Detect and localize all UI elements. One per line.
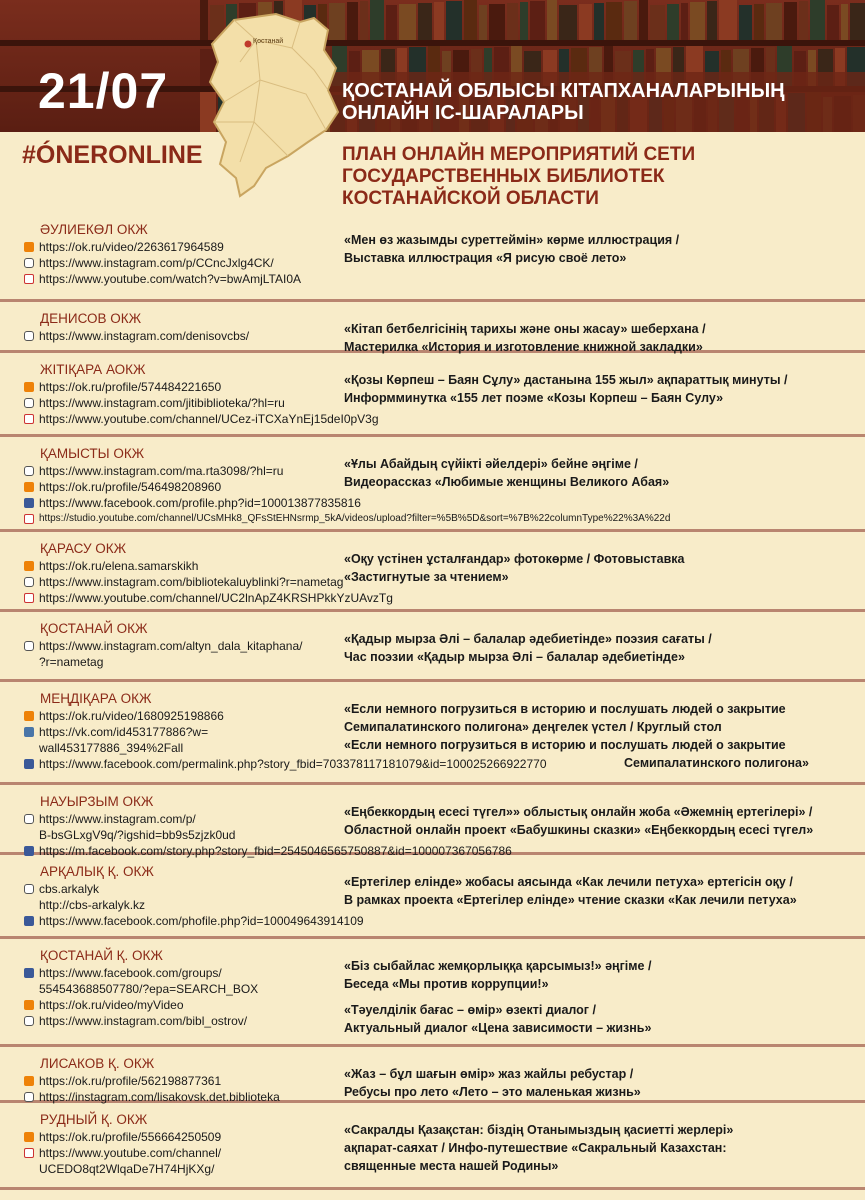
library-name: ҚОСТАНАЙ Қ. ОКЖ (40, 948, 163, 963)
ok-icon (24, 482, 34, 492)
library-name: ӘУЛИЕКӨЛ ОКЖ (40, 222, 148, 237)
instagram-icon (24, 398, 34, 408)
link-url[interactable]: https://m.facebook.com/story.php?story_fbid=2545046565750887&id=100007367056786 (39, 844, 512, 858)
event-line: Выставка иллюстрация «Я рисую своё лето» (344, 251, 627, 265)
book-spine (719, 0, 736, 40)
instagram-icon (24, 577, 34, 587)
link-url[interactable]: B-bsGLxgV9q/?igshid=bb9s5zjzk0ud (39, 828, 236, 842)
book-spine (464, 0, 477, 40)
event-line: Беседа «Мы против коррупции!» (344, 977, 549, 991)
social-link[interactable] (24, 654, 302, 670)
none-icon (24, 743, 34, 753)
event-line: «Застигнутые за чтением» (344, 570, 509, 584)
link-list (24, 881, 364, 929)
event-description (344, 873, 859, 909)
book-spine (810, 0, 825, 40)
ok-icon (24, 382, 34, 392)
book-spine (386, 5, 397, 45)
youtube-icon (24, 1148, 34, 1158)
link-url[interactable]: https://www.instagram.com/ma.rta3098/?hl=ru (39, 464, 284, 478)
book-spine (399, 4, 416, 44)
link-url[interactable]: https://www.facebook.com/profile.php?id=100013877835816 (39, 496, 361, 510)
event-line: Информминутка «155 лет поэме «Козы Корпеш – Баян Сулу» (344, 391, 724, 405)
event-line: Актуальный диалог «Цена зависимости – жизнь» (344, 1021, 652, 1035)
library-name: МЕҢДІҚАРА ОКЖ (40, 691, 152, 706)
library-name: ҚАРАСУ ОКЖ (40, 541, 127, 556)
link-url[interactable]: https://ok.ru/profile/574484221650 (39, 380, 222, 394)
event-description (344, 455, 859, 491)
link-url[interactable]: ?r=nametag (39, 655, 104, 669)
event-line: ақпарат-саяхат / Инфо-путешествие «Сакральный Казахстан: (344, 1141, 727, 1155)
event-line: «Қадыр мырза Әлі – балалар әдебиетінде» поэзия сағаты / (344, 632, 712, 646)
event-line: «Оқу үстінен ұсталғандар» фотокөрме / Фотовыставка (344, 552, 685, 566)
event-description (344, 1121, 859, 1175)
events-list (0, 213, 865, 1190)
event-description (344, 700, 859, 772)
link-list (24, 965, 258, 1029)
link-url[interactable]: https://ok.ru/profile/556664250509 (39, 1130, 222, 1144)
instagram-icon (24, 814, 34, 824)
link-url[interactable]: https://ok.ru/elena.samarskikh (39, 559, 199, 573)
library-name: АРҚАЛЫҚ Қ. ОКЖ (40, 864, 154, 879)
book-spine (606, 2, 622, 42)
library-row (0, 353, 865, 437)
event-description (344, 957, 859, 1037)
instagram-icon (24, 258, 34, 268)
instagram-icon (24, 1016, 34, 1026)
page-title: ПЛАН ОНЛАЙН МЕРОПРИЯТИЙ СЕТИ ГОСУДАРСТВЕННЫХ БИБЛИОТЕК КОСТАНАЙСКОЙ ОБЛАСТИ (342, 144, 696, 209)
event-line: Семипалатинского полигона» деңгелек үстел / Круглый стол (344, 720, 722, 734)
event-line: Час поэзии «Қадыр мырза Әлі – балалар әдебиетінде» (344, 650, 685, 664)
header-banner (0, 0, 865, 132)
social-link[interactable] (24, 511, 670, 527)
social-link[interactable] (24, 965, 258, 981)
hashtag: #ÓNERONLINE (22, 141, 203, 169)
book-spine (360, 1, 368, 41)
link-url[interactable]: https://www.facebook.com/permalink.php?story_fbid=703378117181079&id=100025266922770 (39, 757, 547, 771)
event-line: Видеорассказ «Любимые женщины Великого Абая» (344, 475, 670, 489)
ok-icon (24, 561, 34, 571)
social-link[interactable] (24, 997, 258, 1013)
book-spine (507, 3, 519, 43)
book-spine (579, 4, 593, 44)
social-link[interactable] (24, 981, 258, 997)
book-spine (739, 5, 753, 45)
library-row (0, 785, 865, 858)
event-description (344, 630, 859, 666)
social-link[interactable] (24, 271, 301, 287)
instagram-icon (24, 884, 34, 894)
banner-title: ҚОСТАНАЙ ОБЛЫСЫ КІТАПХАНАЛАРЫНЫҢ ОНЛАЙН ІС-ШАРАЛАРЫ (342, 80, 785, 124)
none-icon (24, 984, 34, 994)
instagram-icon (24, 466, 34, 476)
library-row (0, 682, 865, 785)
link-url[interactable]: http://cbs-arkalyk.kz (39, 898, 146, 912)
link-url[interactable]: https://www.instagram.com/p/CCncJxlg4CK/ (39, 256, 274, 270)
book-spine (766, 3, 782, 43)
link-url[interactable]: https://ok.ru/video/1680925198866 (39, 709, 224, 723)
book-spine (418, 3, 432, 43)
link-url[interactable]: https://www.youtube.com/channel/ (39, 1146, 222, 1160)
social-link[interactable] (24, 1145, 221, 1161)
library-name: ҚАМЫСТЫ ОКЖ (40, 446, 145, 461)
library-row (0, 855, 865, 939)
event-line: Ребусы про лето «Лето – это маленькая жизнь» (344, 1085, 641, 1099)
youtube-icon (24, 414, 34, 424)
none-icon (24, 657, 34, 667)
link-url[interactable]: https://ok.ru/profile/546498208960 (39, 480, 222, 494)
book-spine (827, 5, 839, 45)
link-url[interactable]: https://ok.ru/profile/562198877361 (39, 1074, 222, 1088)
book-spine (667, 4, 679, 44)
book-spine (489, 4, 504, 44)
book-spine (434, 2, 444, 42)
social-link[interactable] (24, 328, 249, 344)
ok-icon (24, 242, 34, 252)
link-list (24, 328, 249, 344)
vk-icon (24, 727, 34, 737)
event-line: Мастерилка «История и изготовление книжной закладки» (344, 340, 703, 354)
link-list (24, 1129, 221, 1177)
link-url[interactable]: wall453177886_394%2Fall (39, 741, 184, 755)
instagram-icon (24, 1092, 34, 1102)
link-url[interactable]: https://instagram.com/lisakovsk.det.biblioteka (39, 1090, 280, 1104)
link-url[interactable]: https://ok.ru/video/2263617964589 (39, 240, 224, 254)
event-description (344, 550, 859, 586)
ok-icon (24, 1132, 34, 1142)
event-line: «Если немного погрузиться в историю и послушать людей о закрытие (344, 738, 786, 752)
link-url[interactable]: https://www.instagram.com/bibl_ostrov/ (39, 1014, 248, 1028)
youtube-icon (24, 514, 34, 524)
social-link[interactable] (24, 881, 364, 897)
region-map-icon (196, 10, 356, 200)
link-url[interactable]: https://www.facebook.com/phofile.php?id=100049643914109 (39, 914, 364, 928)
book-spine (681, 3, 689, 43)
event-line: «Тәуелділік бағас – өмір» өзекті диалог / (344, 1003, 596, 1017)
youtube-icon (24, 274, 34, 284)
link-url[interactable]: cbs.arkalyk (39, 882, 100, 896)
event-description (344, 320, 859, 356)
event-line: «Ертегілер елінде» жобасы аясында «Как лечили петуха» ертегісін оқу / (344, 875, 793, 889)
library-name: ДЕНИСОВ ОКЖ (40, 311, 142, 326)
event-line: «Қозы Көрпеш – Баян Сұлу» дастанына 155 жыл» ақпараттық минуты / (344, 373, 788, 387)
youtube-icon (24, 593, 34, 603)
library-row (0, 437, 865, 532)
library-row (0, 213, 865, 302)
event-line: священные места нашей Родины» (344, 1159, 559, 1173)
link-url[interactable]: https://www.youtube.com/channel/UCez-iTCXaYnEj15deI0pV3g (39, 412, 379, 426)
event-description (344, 803, 859, 839)
link-url[interactable]: https://www.instagram.com/jitibiblioteka/?hl=ru (39, 396, 285, 410)
link-list (24, 558, 393, 606)
none-icon (24, 1164, 34, 1174)
event-line: «Мен өз жазымды суреттеймін» көрме иллюстрация / (344, 233, 680, 247)
library-row (0, 1103, 865, 1190)
event-line: «Кітап бетбелгісінің тарихы және оны жасау» шеберхана / (344, 322, 706, 336)
link-url[interactable]: https://www.youtube.com/watch?v=bwAmjLTAI0A (39, 272, 302, 286)
social-link[interactable] (24, 379, 379, 395)
social-link[interactable] (24, 495, 670, 511)
date-label: 21/07 (38, 63, 169, 119)
library-name: ҚОСТАНАЙ ОКЖ (40, 621, 148, 636)
social-link[interactable] (24, 395, 379, 411)
book-spine (690, 2, 705, 42)
link-url[interactable]: UCEDO8qt2WlqaDe7H74HjKXg/ (39, 1162, 215, 1176)
event-line: «Если немного погрузиться в историю и послушать людей о закрытие (344, 702, 786, 716)
library-name: ЛИСАКОВ Қ. ОКЖ (40, 1056, 155, 1071)
book-spine (707, 1, 718, 41)
facebook-icon (24, 968, 34, 978)
map-city-label: Қостанай (253, 38, 284, 45)
link-url[interactable]: https://vk.com/id453177886?w= (39, 725, 209, 739)
social-link[interactable] (24, 255, 301, 271)
event-description (344, 371, 859, 407)
none-icon (24, 900, 34, 910)
book-spine (841, 4, 849, 44)
ok-icon (24, 1000, 34, 1010)
event-line: «Сакралды Қазақстан: біздің Отанымыздың қасиетті жерлері» (344, 1123, 734, 1137)
social-link[interactable] (24, 411, 379, 427)
link-url[interactable]: https://ok.ru/video/myVideo (39, 998, 184, 1012)
book-spine (754, 4, 764, 44)
social-link[interactable] (24, 558, 393, 574)
facebook-icon (24, 759, 34, 769)
facebook-icon (24, 916, 34, 926)
link-url[interactable]: 554543688507780/?epa=SEARCH_BOX (39, 982, 259, 996)
link-list (24, 239, 301, 287)
book-spine (559, 5, 576, 45)
event-line: «Біз сыбайлас жемқорлыққа қарсымыз!» әңгіме / (344, 959, 652, 973)
social-link[interactable] (24, 574, 393, 590)
link-url[interactable]: https://www.facebook.com/groups/ (39, 966, 222, 980)
social-link[interactable] (24, 590, 393, 606)
event-line: «Еңбеккордың есесі түгел»» облыстық онлайн жоба «Әжемнің ертегілері» / (344, 805, 813, 819)
book-spine (850, 3, 865, 43)
link-url[interactable]: https://www.instagram.com/bibliotekaluyblinki?r=nametag (39, 575, 344, 589)
social-link[interactable] (24, 897, 364, 913)
event-description (344, 1065, 859, 1101)
event-description (344, 231, 859, 267)
book-spine (799, 1, 808, 41)
facebook-icon (24, 498, 34, 508)
instagram-icon (24, 641, 34, 651)
book-spine (520, 2, 528, 42)
book-spine (624, 1, 637, 41)
social-link[interactable] (24, 1161, 221, 1177)
social-link[interactable] (24, 1013, 258, 1029)
library-name: НАУЫРЗЫМ ОКЖ (40, 794, 154, 809)
link-url[interactable]: https://www.instagram.com/altyn_dala_kitaphana/ (39, 639, 303, 653)
library-row (0, 612, 865, 682)
event-line: В рамках проекта «Ертегілер елінде» чтение сказки «Как лечили петуха» (344, 893, 797, 907)
library-row (0, 302, 865, 353)
event-line: Семипалатинского полигона» (624, 756, 809, 770)
ok-icon (24, 711, 34, 721)
book-spine (639, 0, 648, 40)
library-row (0, 939, 865, 1047)
library-name: ЖІТІҚАРА АОКЖ (40, 362, 146, 377)
library-name: РУДНЫЙ Қ. ОКЖ (40, 1112, 148, 1127)
link-list (24, 1073, 280, 1105)
book-spine (650, 5, 665, 45)
link-url[interactable]: https://www.instagram.com/p/ (39, 812, 196, 826)
library-row (0, 532, 865, 612)
link-list (24, 638, 302, 670)
instagram-icon (24, 331, 34, 341)
event-line: «Жаз – бұл шағын өмір» жаз жайлы ребустар / (344, 1067, 634, 1081)
book-spine (479, 5, 488, 45)
book-spine (530, 1, 545, 41)
book-spine (370, 0, 385, 40)
book-spine (547, 0, 558, 40)
social-link[interactable] (24, 638, 302, 654)
link-list (24, 379, 379, 427)
book-spine (784, 2, 797, 42)
event-line: «Ұлы Абайдың сүйікті әйелдері» бейне әңгіме / (344, 457, 638, 471)
link-url[interactable]: https://www.youtube.com/channel/UC2lnApZ4KRSHPkkYzUAvzTg (39, 591, 393, 605)
social-link[interactable] (24, 239, 301, 255)
social-link[interactable] (24, 913, 364, 929)
link-url[interactable]: https://www.instagram.com/denisovcbs/ (39, 329, 250, 343)
library-row (0, 1047, 865, 1103)
book-spine (446, 1, 462, 41)
social-link[interactable] (24, 1129, 221, 1145)
social-link[interactable] (24, 1073, 280, 1089)
book-spine (594, 3, 604, 43)
none-icon (24, 830, 34, 840)
event-line: Областной онлайн проект «Бабушкины сказки» «Еңбеккордың есесі түгел» (344, 823, 814, 837)
link-url[interactable]: https://studio.youtube.com/channel/UCsMHk8_QFsStEHNsrmp_5kA/videos/upload?filter=%5B%5D&sort=%7B%22columnType%22%3A%22d (39, 513, 671, 524)
ok-icon (24, 1076, 34, 1086)
